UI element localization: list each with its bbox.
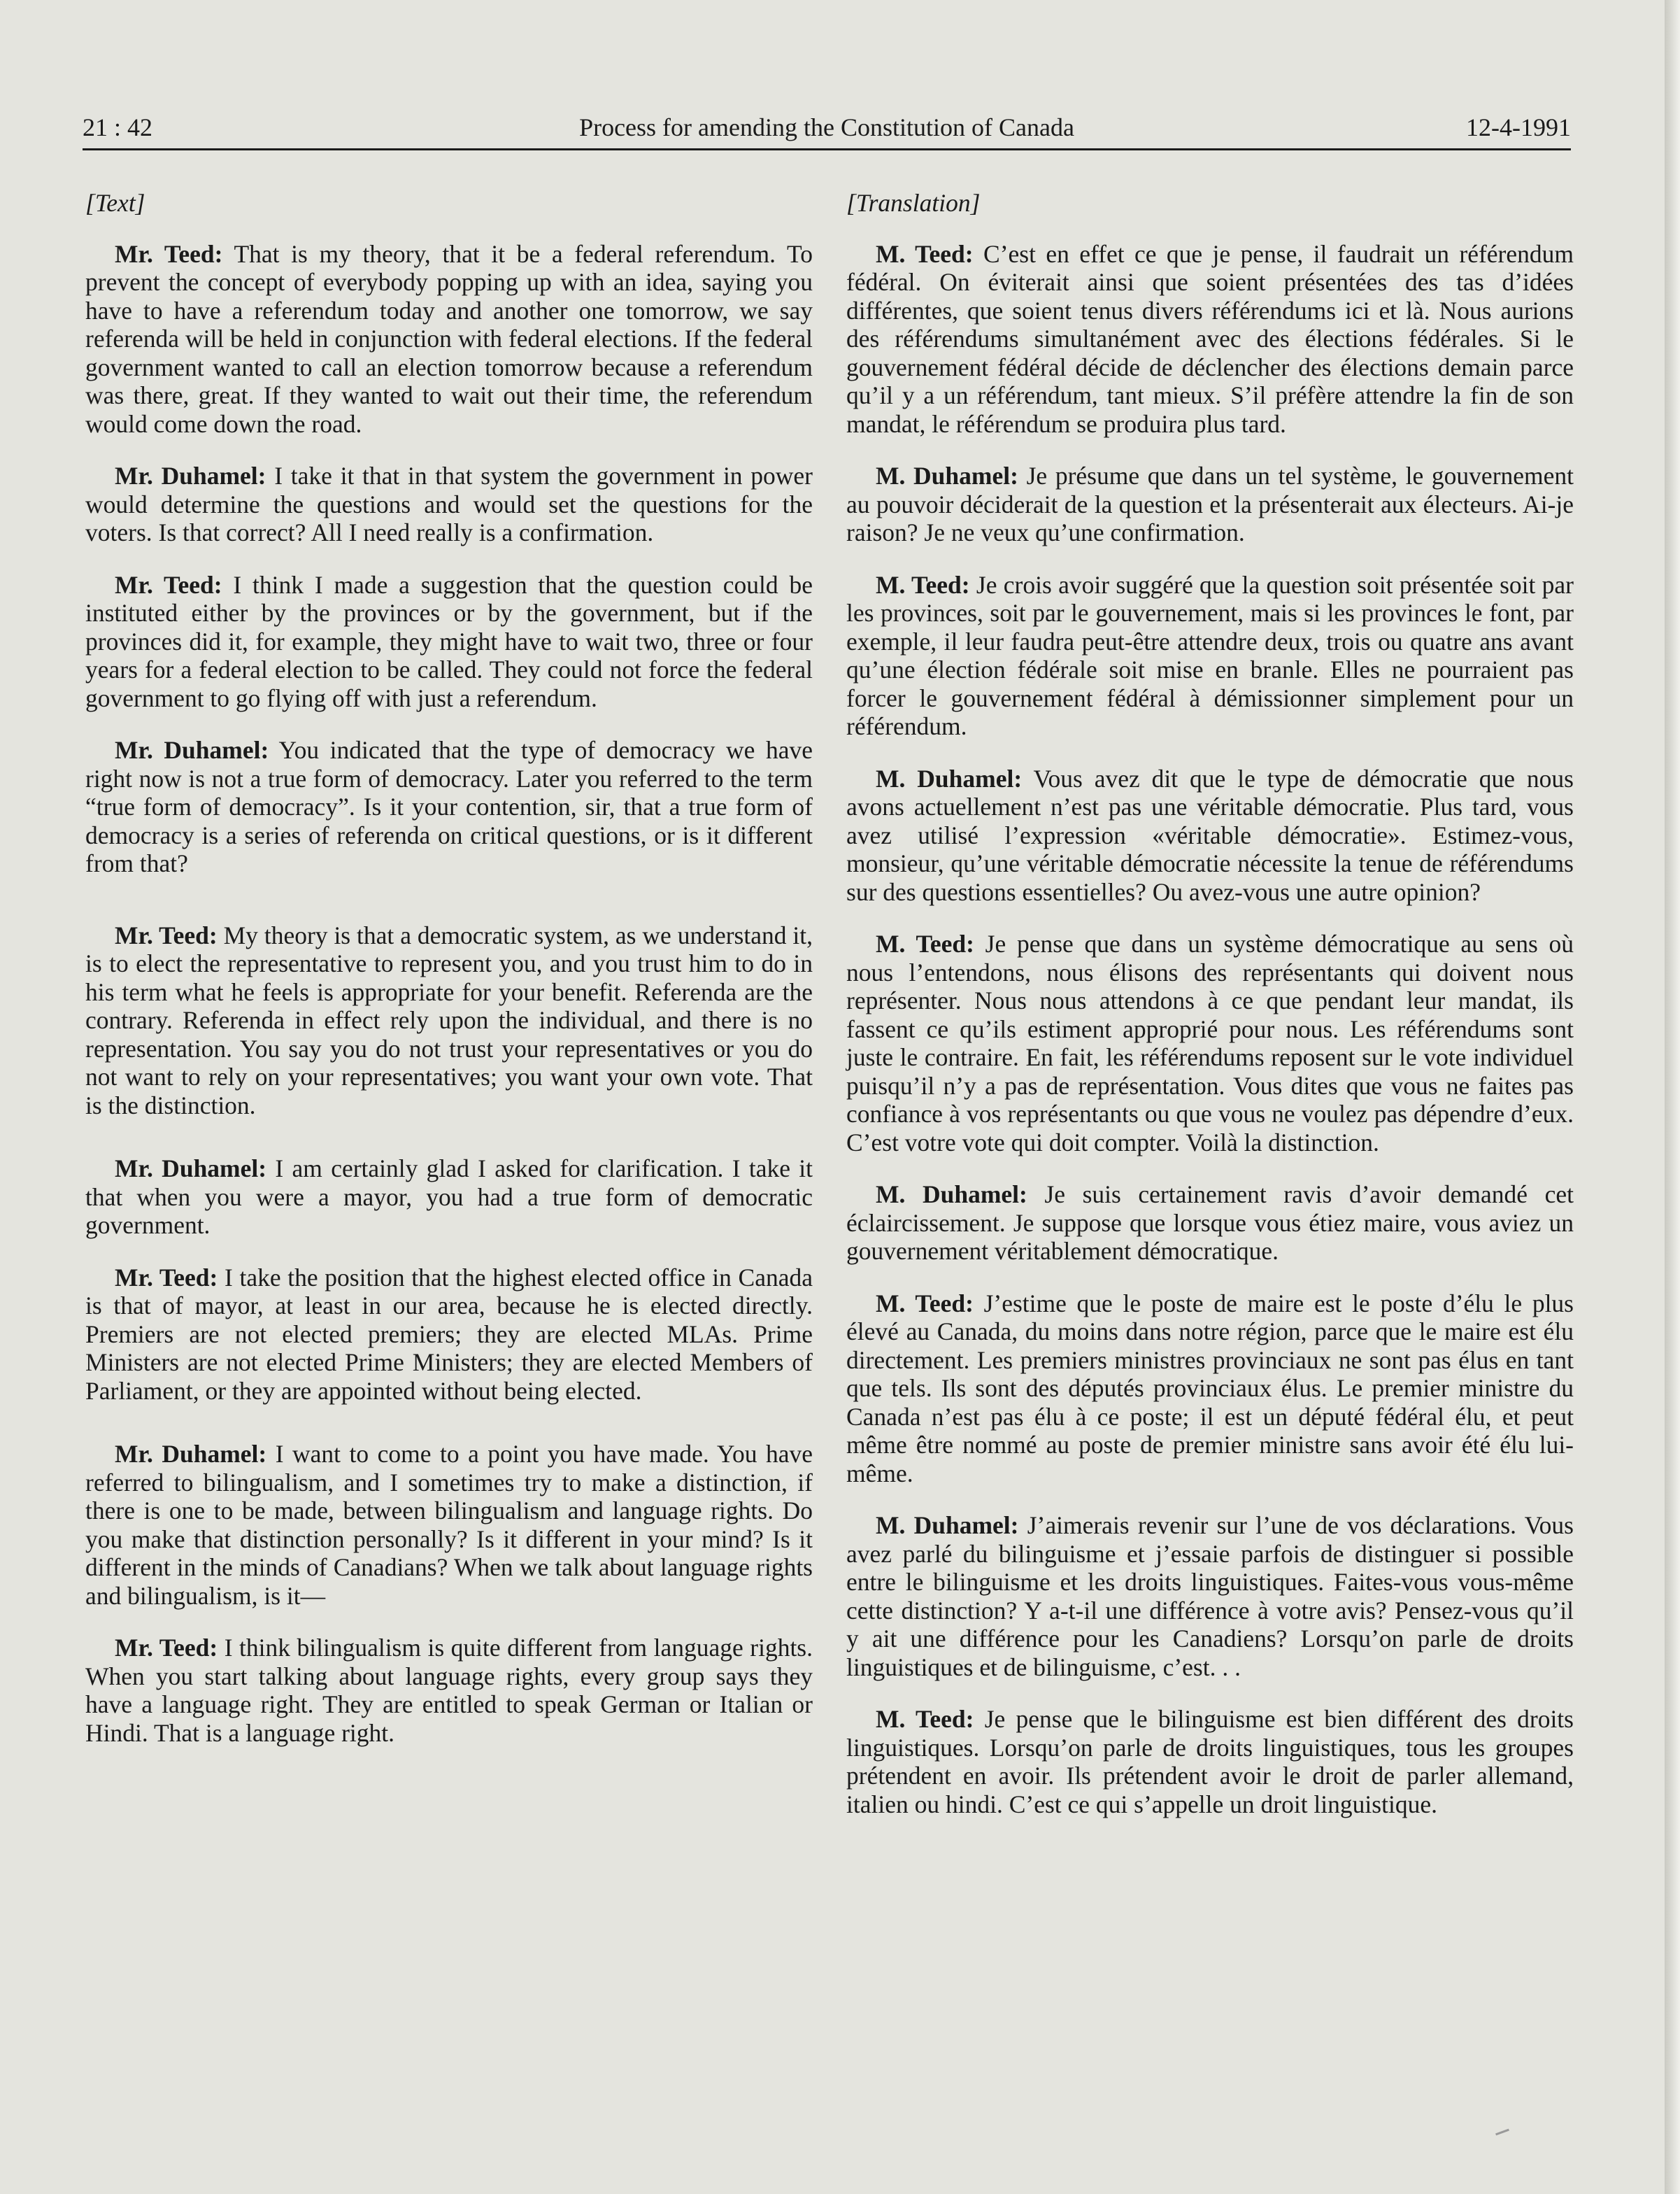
speaker-name: Mr. Teed: — [115, 921, 218, 949]
speaker-name: M. Teed: — [876, 930, 974, 958]
paragraph-text: I think I made a suggestion that the question could be instituted either by the provinces or by the government, but if the provinces did it, for example, they might have to wait two, three or four years for a federal election to be called. They could not force the federal government to go flying off with just a referendum. — [85, 570, 813, 712]
transcript-paragraph — [85, 736, 813, 878]
paragraph-text: That is my theory, that it be a federal referendum. To prevent the concept of everybody popping up with an idea, saying you have to have a referendum today and another one tomorrow, we say referenda will be held in conjunction with federal elections. If the federal government wanted to call an election tomorrow because a referendum was there, great. If they wanted to wait out their time, the referendum would come down the road. — [85, 239, 813, 438]
transcript-paragraph — [846, 1180, 1574, 1266]
transcript-paragraph — [846, 571, 1574, 741]
paragraph-text: I take the position that the highest elected office in Canada is that of mayor, at least in our area, because he is elected directly. Premiers are not elected premiers; they are elected MLAs. Prime Ministers are not elected Prime Ministers; they are elected Members of Parliament, or they are appointed without being elected. — [85, 1263, 813, 1405]
transcript-paragraph — [846, 930, 1574, 1156]
paragraph-text: C’est en effet ce que je pense, il faudrait un référendum fédéral. On éviterait ainsi que soient présentées des tas d’idées différentes, que soient tenus divers référendums ici et là. Nous aurions des référendums simultanément avec des élections fédérales. Si le gouvernement fédéral décide de déclencher des élections demain parce qu’il y a un référendum, tant mieux. S’il préfère attendre la fin de son mandat, le référendum se produira plus tard. — [846, 239, 1574, 438]
paragraph-text: Je pense que le bilinguisme est bien différent des droits linguistiques. Lorsqu’on parle de droits linguistiques, tous les groupes prétendent en avoir. Ils prétendent avoir le droit de parler allemand, italien ou hindi. C’est ce qui s’appelle un droit linguistique. — [846, 1705, 1574, 1818]
right-column-french — [846, 189, 1574, 1842]
speaker-name: M. Duhamel: — [876, 1180, 1027, 1208]
transcript-paragraph — [85, 1264, 813, 1406]
paragraph-text: I want to come to a point you have made. You have referred to bilingualism, and I sometimes try to make a distinction, if there is one to be made, between bilingualism and language rights. Do you make that distinction personally? Is it different in your mind? Is it different in the minds of Canadians? When we talk about language rights and bilingualism, is it— — [85, 1440, 813, 1610]
transcript-paragraph — [85, 921, 813, 1120]
speaker-name: Mr. Teed: — [115, 570, 222, 599]
speaker-name: M. Duhamel: — [876, 764, 1023, 793]
page-edge-shadow — [1665, 0, 1680, 2194]
speaker-name: M. Duhamel: — [876, 1511, 1019, 1539]
page-header — [83, 106, 1571, 150]
paragraph-text: Je crois avoir suggéré que la question soit présentée soit par les provinces, soit par le gouvernement, mais si les provinces le font, par exemple, il leur faudra peut-être attendre deux, trois ou quatre ans avant qu’une élection fédérale soit mise en branle. Elles ne pourraient pas forcer le gouvernement fédéral à démissionner simplement pour un référendum. — [846, 570, 1574, 740]
pencil-mark — [1495, 2129, 1509, 2136]
column-label: [Translation] — [846, 189, 981, 217]
paragraph-text: You indicated that the type of democracy we have right now is not a true form of democracy. Later you referred to the term “true form of democracy”. Is it your contention, sir, that a true form of democracy is a series of referenda on critical questions, or is it different from that? — [85, 736, 813, 877]
transcript-paragraph — [85, 1440, 813, 1610]
paragraph-text: I am certainly glad I asked for clarification. I take it that when you were a mayor, you had a true form of democratic government. — [85, 1154, 813, 1239]
page-number: 21 : 42 — [83, 113, 153, 141]
speaker-name: M. Teed: — [876, 1705, 974, 1733]
paragraph-text: Je présume que dans un tel système, le gouvernement au pouvoir déciderait de la question et la présenterait aux électeurs. Ai-je raison? Je ne veux qu’une confirmation. — [846, 462, 1574, 546]
paragraph-text: Vous avez dit que le type de démocratie que nous avons actuellement n’est pas une véritable démocratie. Plus tard, vous avez utilisé l’expression «véritable démocratie». Estimez-vous, monsieur, qu’une véritable démocratie nécessite la tenue de référendums sur des questions essentielles? Ou avez-vous une autre opinion? — [846, 764, 1574, 906]
transcript-paragraph — [846, 240, 1574, 439]
speaker-name: Mr. Teed: — [115, 239, 223, 268]
transcript-paragraph — [846, 1511, 1574, 1681]
transcript-paragraph — [85, 462, 813, 547]
speaker-name: Mr. Teed: — [115, 1634, 218, 1662]
speaker-name: M. Teed: — [876, 570, 970, 599]
speaker-name: Mr. Duhamel: — [115, 736, 269, 764]
column-label: [Text] — [85, 189, 145, 217]
paragraph-text: J’estime que le poste de maire est le poste d’élu le plus élevé au Canada, du moins dans notre région, parce que le maire est élu directement. Les premiers ministres provinciaux ne sont pas élus en tant que tels. Ils sont des députés provinciaux élus. Le premier ministre du Canada n’est pas élu à ce poste; il est un député fédéral élu, et peut même être nommé au poste de premier ministre sans avoir été élu lui-même. — [846, 1289, 1574, 1487]
speaker-name: M. Teed: — [876, 1289, 974, 1317]
speaker-name: Mr. Duhamel: — [115, 462, 266, 490]
speaker-name: M. Duhamel: — [876, 462, 1018, 490]
paragraph-text: I think bilingualism is quite different from language rights. When you start talking about language rights, every group says they have a language right. They are entitled to speak German or Italian or Hindi. That is a language right. — [85, 1634, 813, 1747]
left-column-english — [85, 189, 813, 1771]
transcript-paragraph — [85, 1634, 813, 1747]
paragraph-text: Je suis certainement ravis d’avoir demandé cet éclaircissement. Je suppose que lorsque vous étiez maire, vous aviez un gouvernement véritablement démocratique. — [846, 1180, 1574, 1265]
transcript-paragraph — [85, 571, 813, 713]
header-date: 12-4-1991 — [1466, 113, 1571, 141]
transcript-paragraph — [846, 1289, 1574, 1488]
speaker-name: Mr. Duhamel: — [115, 1154, 267, 1182]
running-title: Process for amending the Constitution of Canada — [579, 113, 1074, 141]
transcript-paragraph — [85, 1154, 813, 1240]
speaker-name: M. Teed: — [876, 239, 974, 268]
speaker-name: Mr. Teed: — [115, 1263, 218, 1291]
transcript-paragraph — [846, 462, 1574, 547]
transcript-paragraph — [85, 240, 813, 439]
paragraph-text: Je pense que dans un système démocratique au sens où nous l’entendons, nous élisons des représentants qui doivent nous représenter. Nous nous attendons à ce que pendant leur mandat, ils fassent ce qu’ils estiment approprié pour nous. Les référendums sont juste le contraire. En fait, les référendums reposent sur le vote individuel puisqu’il n’y a pas de représentation. Vous dites que vous ne faites pas confiance à vos représentants ou que vous ne voulez pas dépendre d’eux. C’est votre vote qui doit compter. Voilà la distinction. — [846, 930, 1574, 1156]
paragraph-text: J’aimerais revenir sur l’une de vos déclarations. Vous avez parlé du bilinguisme et j’essaie parfois de distinguer si possible entre le bilinguisme et les droits linguistiques. Faites-vous vous-même cette distinction? Y a-t-il une différence à votre avis? Pensez-vous qu’il y ait une différence pour les Canadiens? Lorsqu’on parle de droits linguistiques et de bilinguisme, c’est. . . — [846, 1511, 1574, 1681]
transcript-paragraph — [846, 765, 1574, 907]
speaker-name: Mr. Duhamel: — [115, 1440, 267, 1468]
transcript-paragraph — [846, 1705, 1574, 1818]
paragraph-text: I take it that in that system the government in power would determine the questions and would set the questions for the voters. Is that correct? All I need really is a confirmation. — [85, 462, 813, 546]
paragraph-text: My theory is that a democratic system, as we understand it, is to elect the representative to represent you, and you trust him to do in his term what he feels is appropriate for your benefit. Referenda are the contrary. Referenda in effect rely upon the individual, and there is no representation. You say you do not trust your representatives or you do not want to rely on your representatives; you want your own vote. That is the distinction. — [85, 921, 813, 1119]
